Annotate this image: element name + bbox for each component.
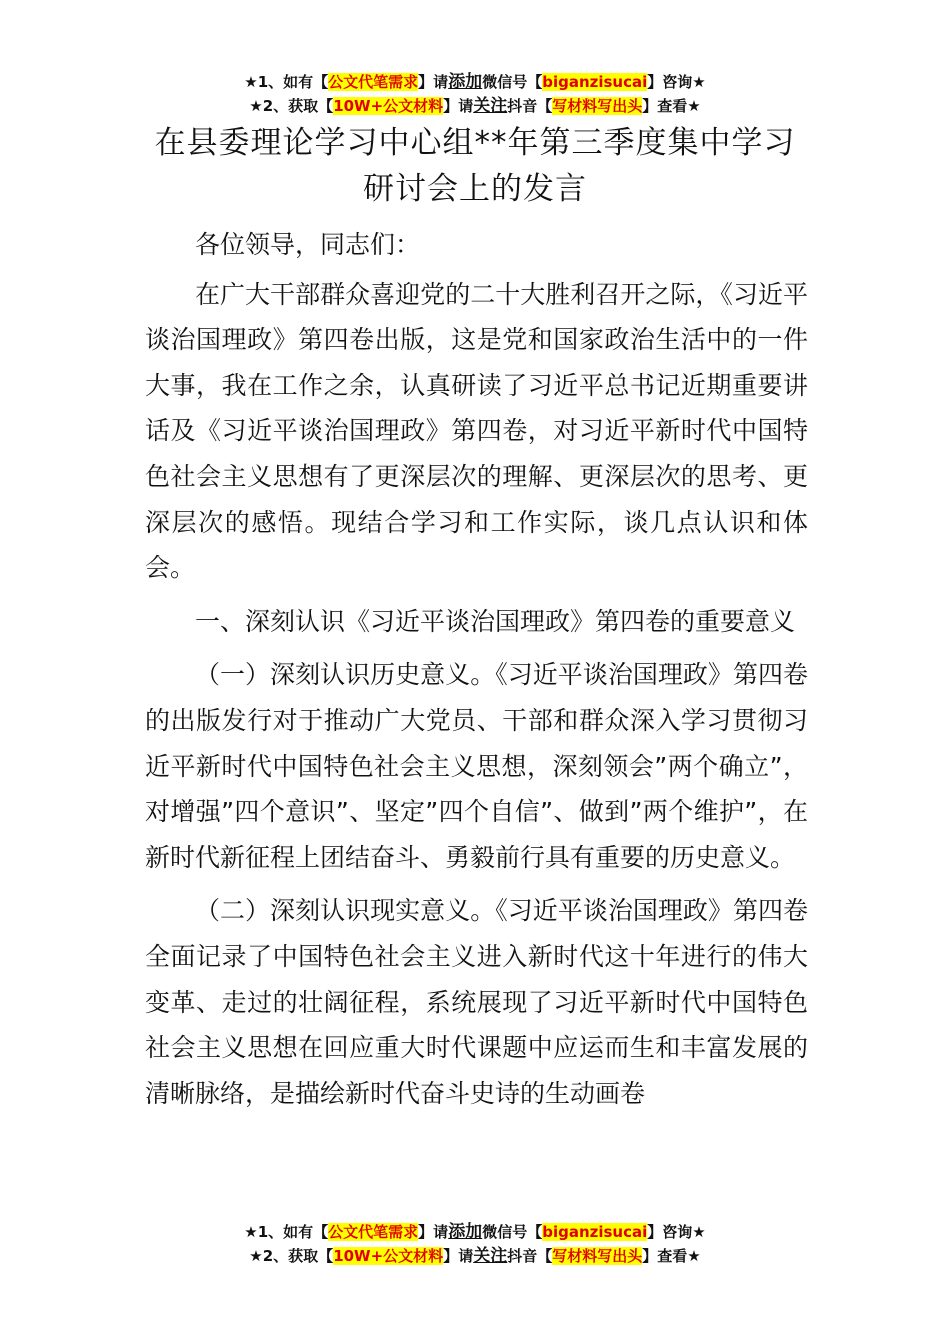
banner-line-1 xyxy=(0,1220,950,1244)
paragraph-intro: 在广大干部群众喜迎党的二十大胜利召开之际，《习近平谈治国理政》第四卷出版，这是党和国家政治生活中的一件大事，我在工作之余，认真研读了习近平总书记近期重要讲话及《习近平谈治国理政》第四卷，对习近平新时代中国特色社会主义思想有了更深层次的理解、更深层次的思考、更深层次的感悟。现结合学习和工作实际，谈几点认识和体会。 xyxy=(145,279,808,583)
banner-text: 抖音【 xyxy=(507,97,553,115)
banner-text: 】咨询★ xyxy=(647,1223,706,1241)
document-title: 在县委理论学习中心组**年第三季度集中学习研讨会上的发言 xyxy=(154,125,796,207)
banner-highlight: 公文代笔需求 xyxy=(328,1223,419,1241)
banner-highlight: 10W+公文材料 xyxy=(333,97,444,115)
document-body xyxy=(145,222,808,1124)
banner-underline: 关注 xyxy=(473,96,508,116)
banner-text: 抖音【 xyxy=(507,1247,553,1265)
banner-wechat-id: biganzisucai xyxy=(542,73,648,91)
salutation: 各位领导，同志们： xyxy=(195,230,421,259)
banner-underline: 关注 xyxy=(473,1246,508,1266)
banner-line-2 xyxy=(0,94,950,118)
paragraph-historical-significance: （一）深刻认识历史意义。《习近平谈治国理政》第四卷的出版发行对于推动广大党员、干部和群众深入学习贯彻习近平新时代中国特色社会主义思想，深刻领会”两个确立”，对增强”四个意识”、坚定”四个自信”、做到”两个维护”，在新时代新征程上团结奋斗、勇毅前行具有重要的历史意义。 xyxy=(145,660,808,872)
banner-line-1 xyxy=(0,70,950,94)
banner-text: ★1、如有【 xyxy=(244,73,329,91)
banner-text: ★2、获取【 xyxy=(249,1247,334,1265)
banner-highlight: 公文代笔需求 xyxy=(328,73,419,91)
banner-text: 】查看★ xyxy=(642,1247,701,1265)
banner-text: 】咨询★ xyxy=(647,73,706,91)
banner-text: 微信号【 xyxy=(482,1223,543,1241)
footer-banner xyxy=(0,1220,950,1268)
paragraph-practical-significance: （二）深刻认识现实意义。《习近平谈治国理政》第四卷全面记录了中国特色社会主义进入新时代这十年进行的伟大变革、走过的壮阔征程，系统展现了习近平新时代中国特色社会主义思想在回应重大时代课题中应运而生和丰富发展的清晰脉络，是描绘新时代奋斗史诗的生动画卷 xyxy=(145,896,808,1108)
banner-text: 】请 xyxy=(443,1247,474,1265)
banner-highlight: 10W+公文材料 xyxy=(333,1247,444,1265)
header-banner xyxy=(0,70,950,118)
section-heading-1: 一、深刻认识《习近平谈治国理政》第四卷的重要意义 xyxy=(195,606,796,636)
banner-douyin-id: 写材料写出头 xyxy=(552,1247,643,1265)
banner-text: 】请 xyxy=(443,97,474,115)
banner-wechat-id: biganzisucai xyxy=(542,1223,648,1241)
banner-text: 】请 xyxy=(418,73,449,91)
banner-underline: 添加 xyxy=(448,72,483,92)
banner-text: 】查看★ xyxy=(642,97,701,115)
banner-douyin-id: 写材料写出头 xyxy=(552,97,643,115)
banner-text: 微信号【 xyxy=(482,73,543,91)
banner-text: ★2、获取【 xyxy=(249,97,334,115)
banner-underline: 添加 xyxy=(448,1222,483,1242)
banner-text: ★1、如有【 xyxy=(244,1223,329,1241)
banner-text: 】请 xyxy=(418,1223,449,1241)
banner-line-2 xyxy=(0,1244,950,1268)
